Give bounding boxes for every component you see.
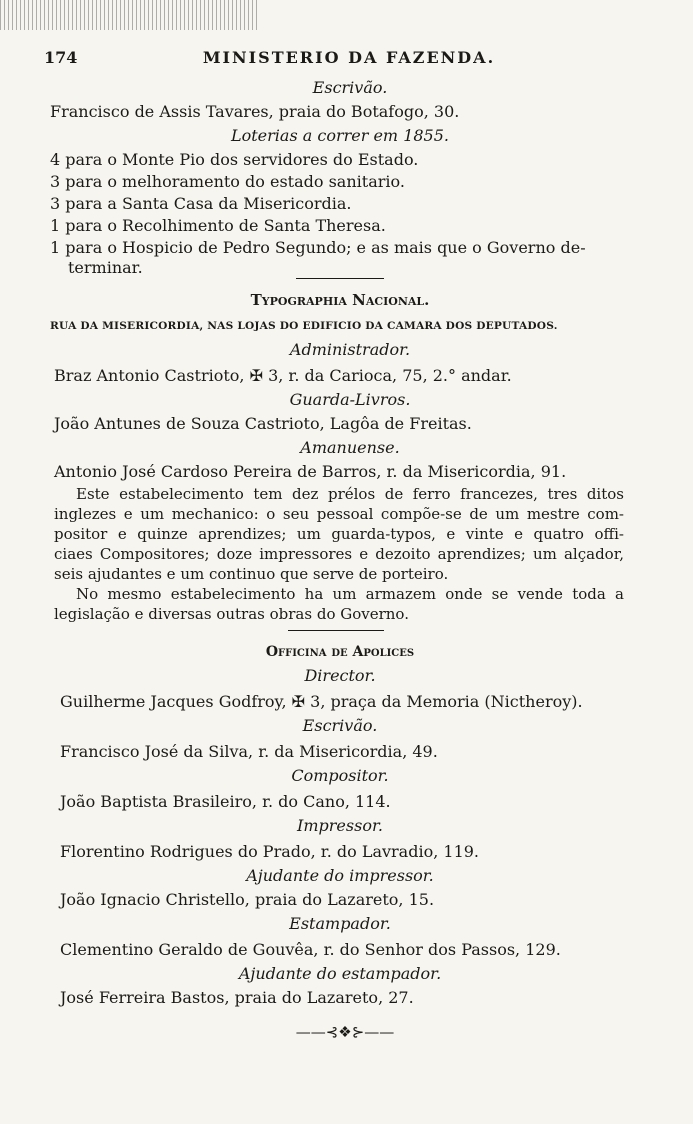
section-rule [296, 278, 384, 279]
guarda-livros-entry: João Antunes de Souza Castrioto, Lagôa de Freitas. [54, 414, 472, 433]
role-impressor: Impressor. [297, 816, 383, 835]
paragraph-line: ciaes Compositores; doze impressores e dezoito aprendizes; um alçador, [54, 545, 624, 563]
end-ornament: ——⊰❖⊱—— [295, 1023, 395, 1041]
role-escrivao-officina: Escrivão. [302, 716, 378, 735]
paragraph-line: positor e quinze aprendizes; um guarda-typos, e vinte e quatro offi- [54, 525, 624, 543]
lottery-item: 1 para o Recolhimento de Santa Theresa. [50, 216, 386, 235]
lottery-item: 3 para o melhoramento do estado sanitario. [50, 172, 405, 191]
lotteries-title: Loterias a correr em 1855. [230, 126, 449, 145]
role-escrivao: Escrivão. [312, 78, 388, 97]
escrivao-entry: Francisco de Assis Tavares, praia do Botafogo, 30. [50, 102, 460, 121]
lottery-item: 4 para o Monte Pio dos servidores do Estado. [50, 150, 419, 169]
role-ajudante-impressor: Ajudante do impressor. [246, 866, 434, 885]
amanuense-entry: Antonio José Cardoso Pereira de Barros, r. da Misericordia, 91. [54, 462, 567, 481]
paragraph-line: legislação e diversas outras obras do Governo. [54, 605, 409, 623]
lottery-item-cont: terminar. [68, 258, 143, 277]
scan-noise [0, 0, 260, 30]
paragraph-line: No mesmo estabelecimento ha um armazem onde se vende toda a [76, 585, 624, 603]
ajudante-estampador-entry: José Ferreira Bastos, praia do Lazareto, 27. [60, 988, 414, 1007]
impressor-entry: Florentino Rodrigues do Prado, r. do Lavradio, 119. [60, 842, 480, 861]
role-guarda-livros: Guarda-Livros. [289, 390, 411, 409]
role-amanuense: Amanuense. [300, 438, 400, 457]
page-number: 174 [44, 48, 78, 67]
officina-title: Officina de Apolices [265, 644, 415, 660]
paragraph-line: inglezes e um mechanico: o seu pessoal compõe-se de um mestre com- [54, 505, 624, 523]
role-director: Director. [304, 666, 376, 685]
lottery-item: 3 para a Santa Casa da Misericordia. [50, 194, 352, 213]
director-entry: Guilherme Jacques Godfroy, ✠ 3, praça da Memoria (Nictheroy). [60, 692, 583, 711]
escrivao-officina-entry: Francisco José da Silva, r. da Misericordia, 49. [60, 742, 438, 761]
paragraph-line: Este estabelecimento tem dez prélos de ferro francezes, tres ditos [76, 485, 624, 503]
ajudante-impressor-entry: João Ignacio Christello, praia do Lazareto, 15. [60, 890, 435, 909]
running-head: MINISTERIO DA FAZENDA. [202, 48, 496, 67]
role-administrador: Administrador. [289, 340, 411, 359]
role-compositor: Compositor. [291, 766, 389, 785]
administrador-entry: Braz Antonio Castrioto, ✠ 3, r. da Carioca, 75, 2.° andar. [54, 366, 512, 385]
role-estampador: Estampador. [289, 914, 391, 933]
compositor-entry: João Baptista Brasileiro, r. do Cano, 114. [60, 792, 391, 811]
estampador-entry: Clementino Geraldo de Gouvêa, r. do Senhor dos Passos, 129. [60, 940, 561, 959]
paragraph-line: seis ajudantes e um continuo que serve de porteiro. [54, 565, 449, 583]
typographia-address: RUA DA MISERICORDIA, NAS LOJAS DO EDIFICIO DA CAMARA DOS DEPUTADOS. [50, 320, 558, 332]
lottery-item: 1 para o Hospicio de Pedro Segundo; e as mais que o Governo de- [50, 238, 586, 257]
page-header [44, 48, 644, 72]
typographia-title: Typographia Nacional. [250, 291, 430, 309]
role-ajudante-estampador: Ajudante do estampador. [238, 964, 442, 983]
section-rule [288, 630, 384, 631]
